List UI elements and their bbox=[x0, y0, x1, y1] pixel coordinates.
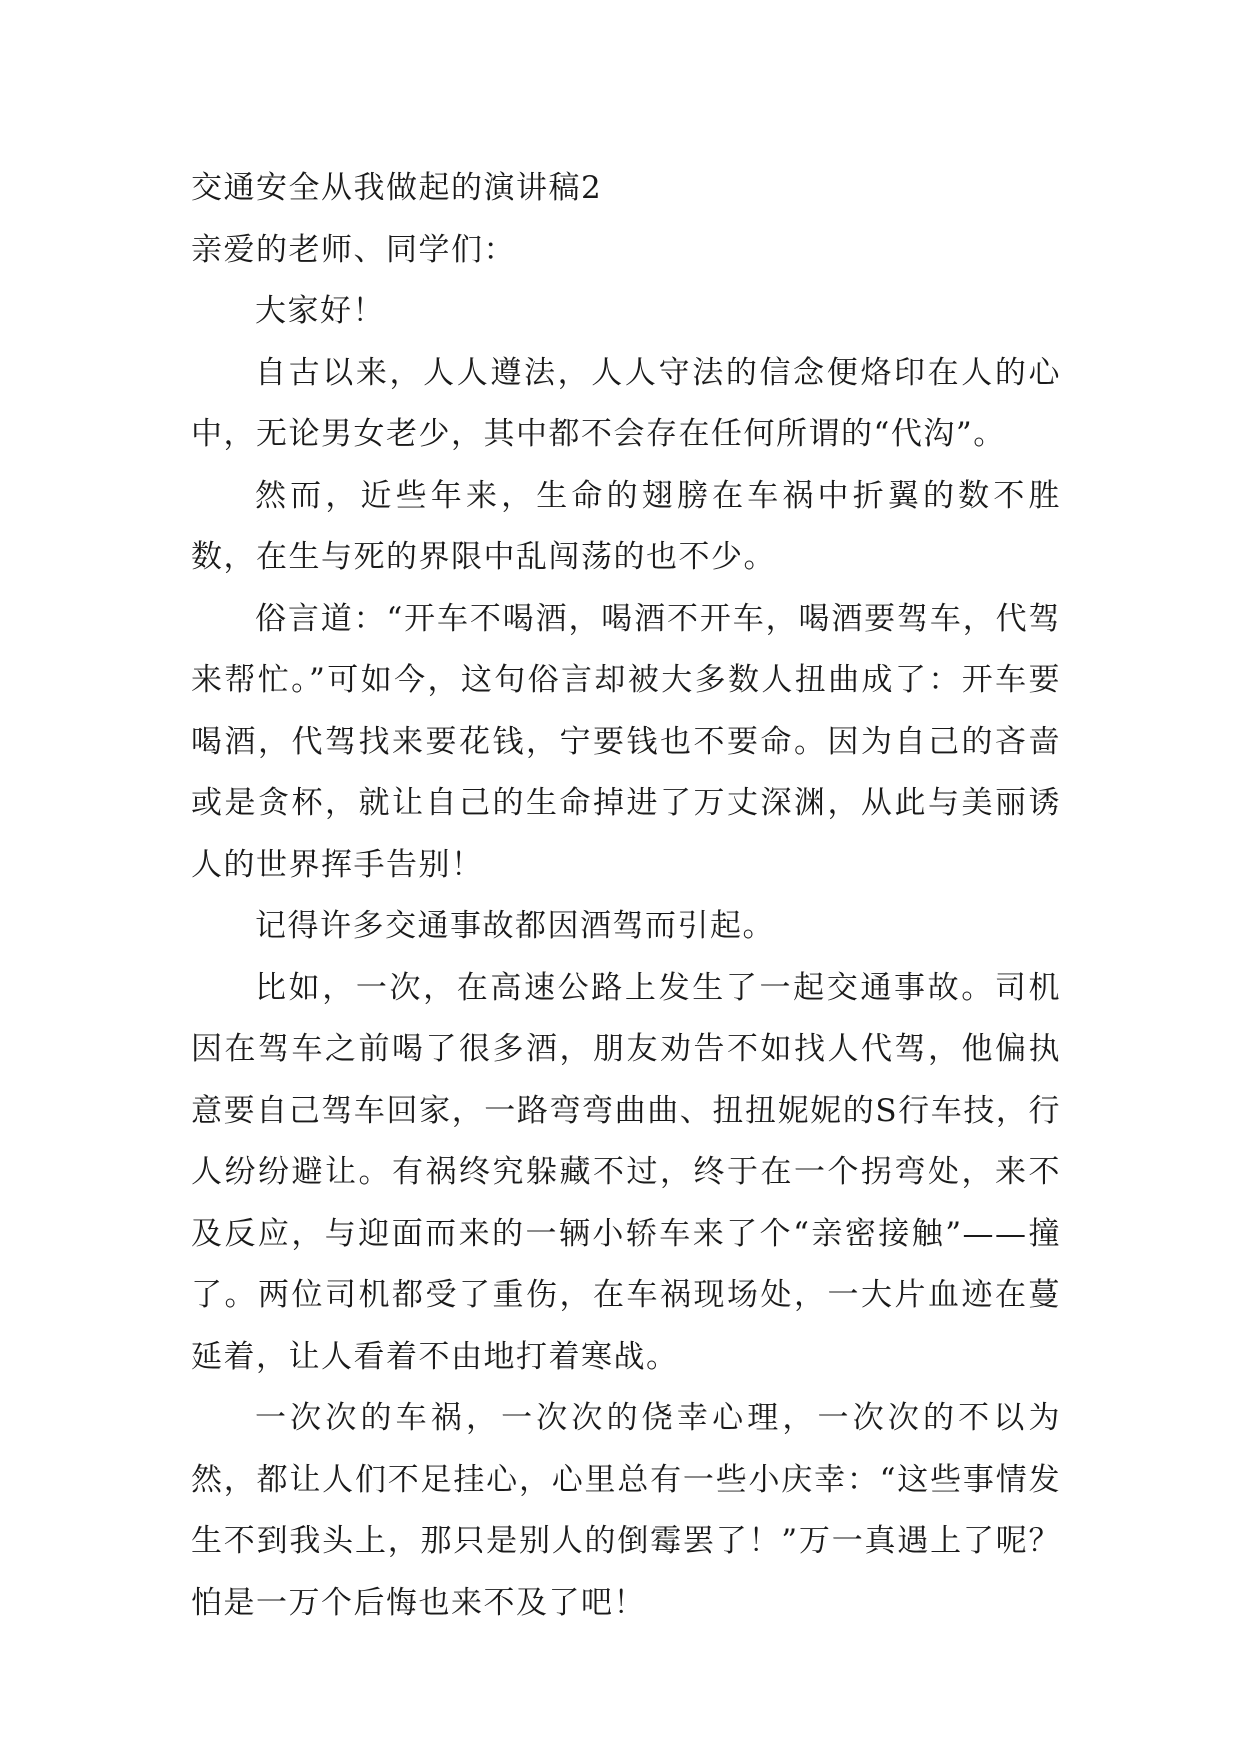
paragraph: 一次次的车祸，一次次的侥幸心理，一次次的不以为然，都让人们不足挂心，心里总有一些小庆幸：“这些事情发生不到我头上，那只是别人的倒霉罢了！”万一真遇上了呢？怕是一万个后悔也来不及了吧！ bbox=[191, 1400, 1061, 1621]
paragraph-greeting: 大家好！ bbox=[255, 293, 385, 329]
paragraph: 自古以来，人人遵法，人人守法的信念便烙印在人的心中，无论男女老少，其中都不会存在任何所谓的“代沟”。 bbox=[191, 354, 1061, 452]
document-title: 交通安全从我做起的演讲稿2 bbox=[191, 170, 603, 206]
document-body bbox=[191, 158, 1061, 1634]
salutation: 亲爱的老师、同学们： bbox=[191, 231, 516, 268]
paragraph: 记得许多交通事故都因酒驾而引起。 bbox=[255, 908, 775, 944]
paragraph: 俗言道：“开车不喝酒，喝酒不开车，喝酒要驾车，代驾来帮忙。”可如今，这句俗言却被大多数人扭曲成了：开车要喝酒，代驾找来要花钱，宁要钱也不要命。因为自己的吝啬或是贪杯，就让自己的生命掉进了万丈深渊，从此与美丽诱人的世界挥手告别！ bbox=[191, 600, 1061, 883]
paragraph: 比如，一次，在高速公路上发生了一起交通事故。司机因在驾车之前喝了很多酒，朋友劝告不如找人代驾，他偏执意要自己驾车回家，一路弯弯曲曲、扭扭妮妮的S行车技，行人纷纷避让。有祸终究躲藏不过，终于在一个拐弯处，来不及反应，与迎面而来的一辆小轿车来了个“亲密接触”——撞了。两位司机都受了重伤，在车祸现场处，一大片血迹在蔓延着，让人看着不由地打着寒战。 bbox=[191, 969, 1061, 1375]
paragraph: 然而，近些年来，生命的翅膀在车祸中折翼的数不胜数，在生与死的界限中乱闯荡的也不少。 bbox=[191, 477, 1061, 575]
